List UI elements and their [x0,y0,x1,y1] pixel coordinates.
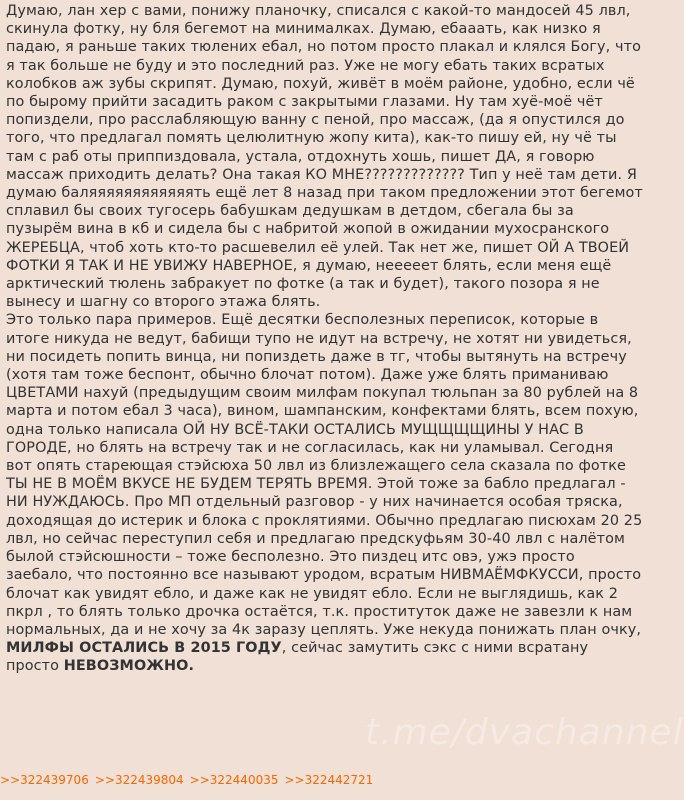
reply-link-3[interactable]: >>322440035 [189,773,279,787]
post-bold-milfs: МИЛФЫ ОСТАЛИСЬ В 2015 ГОДУ [6,640,282,657]
reply-link-1[interactable]: >>322439706 [0,773,89,787]
reply-link-2[interactable]: >>322439804 [94,773,184,787]
watermark: t.me/dvachannel [365,712,684,753]
post-body [6,0,643,676]
post-bold-impossible: НЕВОЗМОЖНО. [63,658,195,675]
reply-links [0,773,379,787]
post-paragraph-2-tail: , сейчас замутить сэкс с ними всратану просто [6,640,589,675]
post-paragraph-1: Думаю, лан хер с вами, понижу планочку, списался с какой-то мандосей 45 лвл, скинула фотку, ну бля бегемот на минималках. Думаю, ебааать, как низко я падаю, я раньше таких тюлених ебал, но потом просто плакал и клялся Богу, что я так больше не буду и это последний раз. Уже не могу ебать таких всратых колобков аж зубы скрипят. Думаю, похуй, живёт в моём районе, удобно, если чё по бырому прийти засадить раком с закрытыми глазами. Ну там хуё-моё чёт попиздели, про расслабляющую ванну с пеной, про массаж, (да я опустился до того, что предлагал помять целюлитную жопу кита), как-то пишу ей, ну чё ты там с раб оты приппиздовала, устала, отдохнуть хошь, пишет ДА, я говорю массаж приходить делать? Она такая КО МНЕ????????????? Тип у неё там дети. Я думаю баляяяяяяяяяяяять ещё лет 8 назад при таком предложении этот бегемот сплавил бы своих тугосерь бабушкам дедушкам в детдом, сбегала бы за пузырём вина в кб и сидела бы с набритой жопой в ожидании мухосранского ЖЕРЕБЦА, чтоб хоть кто-то расшевелил её улей. Так нет же, пишет ОЙ А ТВОЕЙ ФОТКИ Я ТАК И НЕ УВИЖУ НАВЕРНОЕ, я думаю, нееееет блять, если меня ещё арктический тюлень забракует по фотке (а так и будет), такого позора я не вынесу и шагну со второго этажа блять. [6,3,643,311]
post-paragraph-2-text: Это только пара примеров. Ещё десятки бесполезных переписок, которые в итоге никуда не ведут, бабищи тупо не идут на встречу, не хотят ни увидеться, ни посидеть попить винца, ни попиздеть даже в тг, чтобы вытянуть на встречу (хотя там тоже беспонт, обычно блочат потом). Даже уже блять приманиваю ЦВЕТАМИ нахуй (предыдущим своим милфам покупал тюльпан за 80 рублей на 8 марта и потом ебал 3 часа), вином, шампанским, конфектами блять, всем похую, одна только написала ОЙ НУ ВСЁ-ТАКИ ОСТАЛИСЬ МУЩЩЩЩИНЫ У НАС В ГОРОДЕ, но блять на встречу так и не согласилась, как ни уламывал. Сегодня вот опять стареющая стэйсюха 50 лвл из близлежащего села сказала по фотке ТЫ НЕ В МОЁМ ВКУСЕ НЕ БУДЕМ ТЕРЯТЬ ВРЕМЯ. Этой тоже за бабло предлагал - НИ НУЖДАЮСЬ. Про МП отдельный разговор - у них начинается особая тряска, доходящая до истерик и блока с проклятиями. Обычно предлагаю писюхам 20 25 лвл, но сейчас переступил себя и предлагаю предскуфьям 30-40 лвл с налётом былой стэйсюшности – тоже бесполезно. Это пиздец итс овэ, ужэ просто заебало, что постоянно все называют уродом, всратым НИВМАЁМФКУССИ, просто блочат как увидят ебло, и даже как не увидят ебло. Если не выглядишь, как 2 пкрл , то блять только дрочка остаётся, т.к. проституток даже не завезли к нам нормальных, да и не хочу за 4к заразу цеплять. Уже некуда понижать план очку, [6,312,643,638]
reply-link-4[interactable]: >>322442721 [284,773,374,787]
post-paragraph-2 [6,311,643,675]
